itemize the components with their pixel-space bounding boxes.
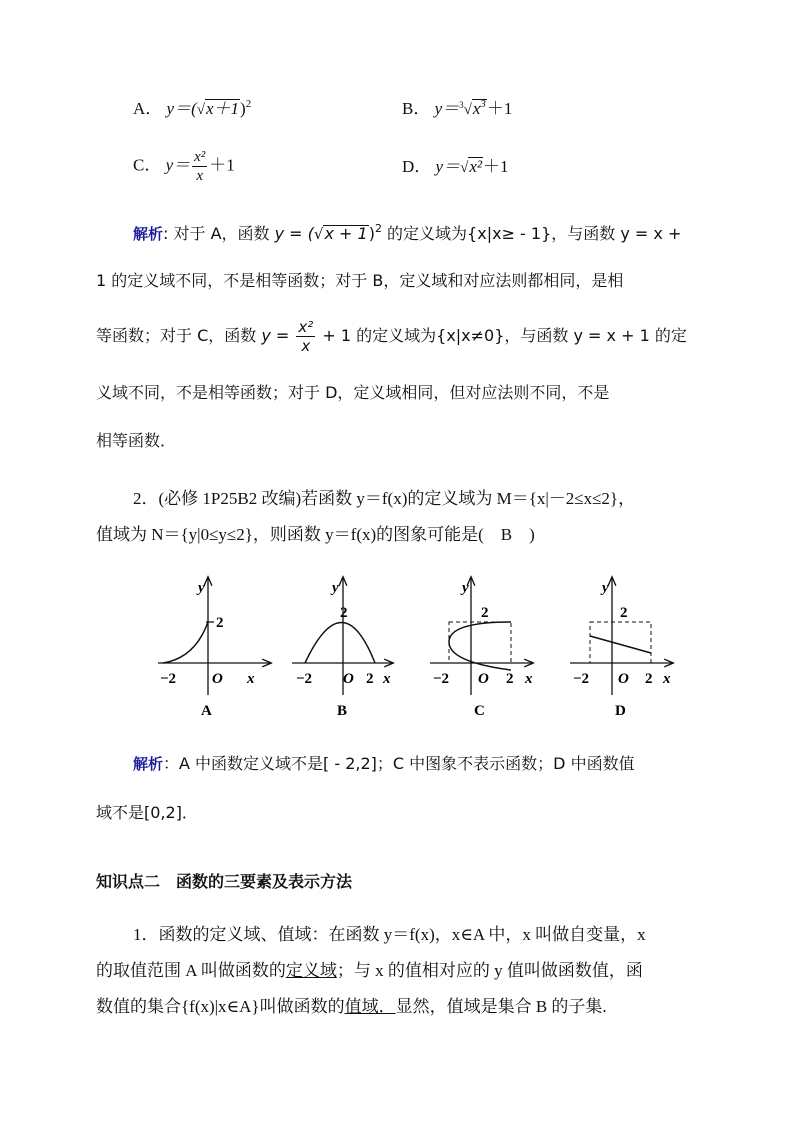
graph-d-origin: O [618,671,629,687]
option-b-prefix: y＝ [434,99,460,118]
graph-d-y-label: y [602,580,609,596]
graph-d-tick-2: 2 [620,605,628,621]
graph-c [430,578,533,719]
solution1-line2: 1 的定义域不同，不是相等函数；对于 B，定义域和对应法则都相同，是相 [96,271,624,290]
option-a-label: A． [133,99,163,118]
option-b-root-index: 3 [459,100,464,110]
graph-d-box [590,622,651,663]
graph-a-y-label: y [198,580,205,596]
solution1-line5: 相等函数． [96,431,177,450]
graph-d-line [590,636,651,653]
option-c-label: C． [133,155,162,175]
solution1-fn-suffix: ) [368,224,375,243]
section-heading: 知识点二 函数的三要素及表示方法 [96,872,353,891]
solution1-l3-fn: y = [261,326,295,345]
option-a-prefix: y＝( [166,99,197,118]
option-b-label: B． [402,99,431,118]
graph-d-caption: D [615,703,626,719]
option-d-label: D． [402,157,432,176]
solution1-l3-text-a: 等函数；对于 C，函数 [96,326,262,345]
graph-a-x-label: x [247,671,255,687]
question2-line1: 2．(必修 1P25B2 改编)若函数 y＝f(x)的定义域为 M＝{x|－2≤x≤2}， [133,489,636,508]
option-a-radicand: x＋1 [205,99,240,118]
paragraph-l2-text-a: 的取值范围 A 叫做函数的 [96,961,286,980]
paragraph-l3-text-a: 数值的集合{f(x)|x∈A}叫做函数的 [96,997,345,1016]
question2-line2: 值域为 N＝{y|0≤y≤2}，则函数 y＝f(x)的图象可能是( B ) [96,525,535,544]
option-c-suffix: ＋1 [209,155,235,175]
graph-c-origin: O [478,671,489,687]
paragraph-l3-text-b: 显然，值域是集合 B 的子集. [395,997,607,1016]
graph-a-tick-2: 2 [216,615,224,631]
solution1-line1: 解析: 对于 A，函数 $y = (√x + 1)^2$ 的定义域为{x|x≥ - 1}，与函数 y = x + [133,222,682,243]
solution2-label: 解析 [133,755,164,773]
graph-a-origin: O [212,671,223,687]
paragraph-line3 [96,998,607,1015]
graph-b-tick-2: 2 [340,605,348,621]
solution2-line1 [133,756,635,772]
graph-b-curve [305,623,375,664]
graph-b-tick-pos2: 2 [366,671,374,687]
graph-b-origin: O [343,671,354,687]
option-d-prefix: y＝ [435,157,461,176]
option-c-numerator: x² [194,149,206,165]
graph-d [570,578,672,719]
option-a: A． $y=(√x+1)^2$ [133,98,252,118]
solution1-l3-text-b: + 1 的定义域为{x|x≠0}，与函数 y = x + 1 的定 [317,326,687,345]
graph-d-tick-neg2: −2 [573,671,590,687]
graph-a-caption: A [201,703,212,719]
graph-a [158,578,270,719]
solution1-label: 解析 [133,225,164,243]
solution1-text-a: : 对于 A，函数 [163,224,275,243]
solution1-line3 [96,318,687,355]
graph-d-tick-pos2: 2 [645,671,653,687]
graph-c-tick-pos2: 2 [506,671,514,687]
solution1-numerator: x² [298,318,314,336]
graph-a-tick-neg2: −2 [160,671,177,687]
paragraph-line1: 1．函数的定义域、值域：在函数 y＝f(x)，x∈A 中，x 叫做自变量，x [133,925,646,944]
graph-b-x-label: x [383,671,391,687]
option-c-fraction [192,148,207,185]
option-b-radicand-var: x [472,99,481,118]
graph-b [292,578,392,719]
graph-c-tick-neg2: −2 [433,671,450,687]
option-d: D． y＝√x²＋1 [402,157,509,176]
solution2-text: ：A 中函数定义域不是[ - 2,2]；C 中图象不表示函数；D 中函数值 [163,754,635,773]
graph-c-box [449,622,511,663]
graph-c-tick-2: 2 [481,605,489,621]
option-a-exponent: 2 [245,98,252,110]
paragraph-line2 [96,962,643,979]
option-b-radicand [472,99,487,117]
option-d-suffix: ＋1 [482,157,509,176]
graph-c-caption: C [474,703,485,719]
option-b: B． $y=^3√x^3+1$ [402,98,513,118]
graph-d-x-label: x [663,671,671,687]
option-c-denominator: x [196,168,204,184]
term-range: 值域． [344,997,396,1016]
solution1-line4: 义域不同，不是相等函数；对于 D，定义域相同，但对应法则不同，不是 [96,383,610,402]
graph-b-tick-neg2: −2 [296,671,313,687]
graph-b-y-label: y [332,580,339,596]
solution1-radicand: x + 1 [324,224,368,243]
term-domain: 定义域 [285,961,337,980]
solution1-exponent: 2 [374,222,382,235]
graph-b-caption: B [337,703,348,719]
graph-c-y-label: y [462,580,469,596]
solution1-denominator: x [301,337,311,355]
option-b-exponent: 3 [480,98,486,110]
graphs-figure [0,570,794,730]
solution1-fraction [296,318,315,355]
option-c-prefix: y＝ [165,155,191,175]
solution1-fn-prefix: y = ( [274,224,314,243]
paragraph-l2-text-b: ；与 x 的值相对应的 y 值叫做函数值，函 [336,961,643,980]
solution1-text-b: 的定义域为{x|x≥ - 1}，与函数 y = x + [381,224,682,243]
option-a-suffix: ) [240,99,246,118]
option-c [133,148,235,185]
option-d-radicand: x² [469,157,482,176]
option-b-suffix: ＋1 [486,99,513,118]
solution2-line2: 域不是[0,2]． [96,803,198,822]
graph-a-curve [163,622,208,663]
graph-c-x-label: x [525,671,533,687]
